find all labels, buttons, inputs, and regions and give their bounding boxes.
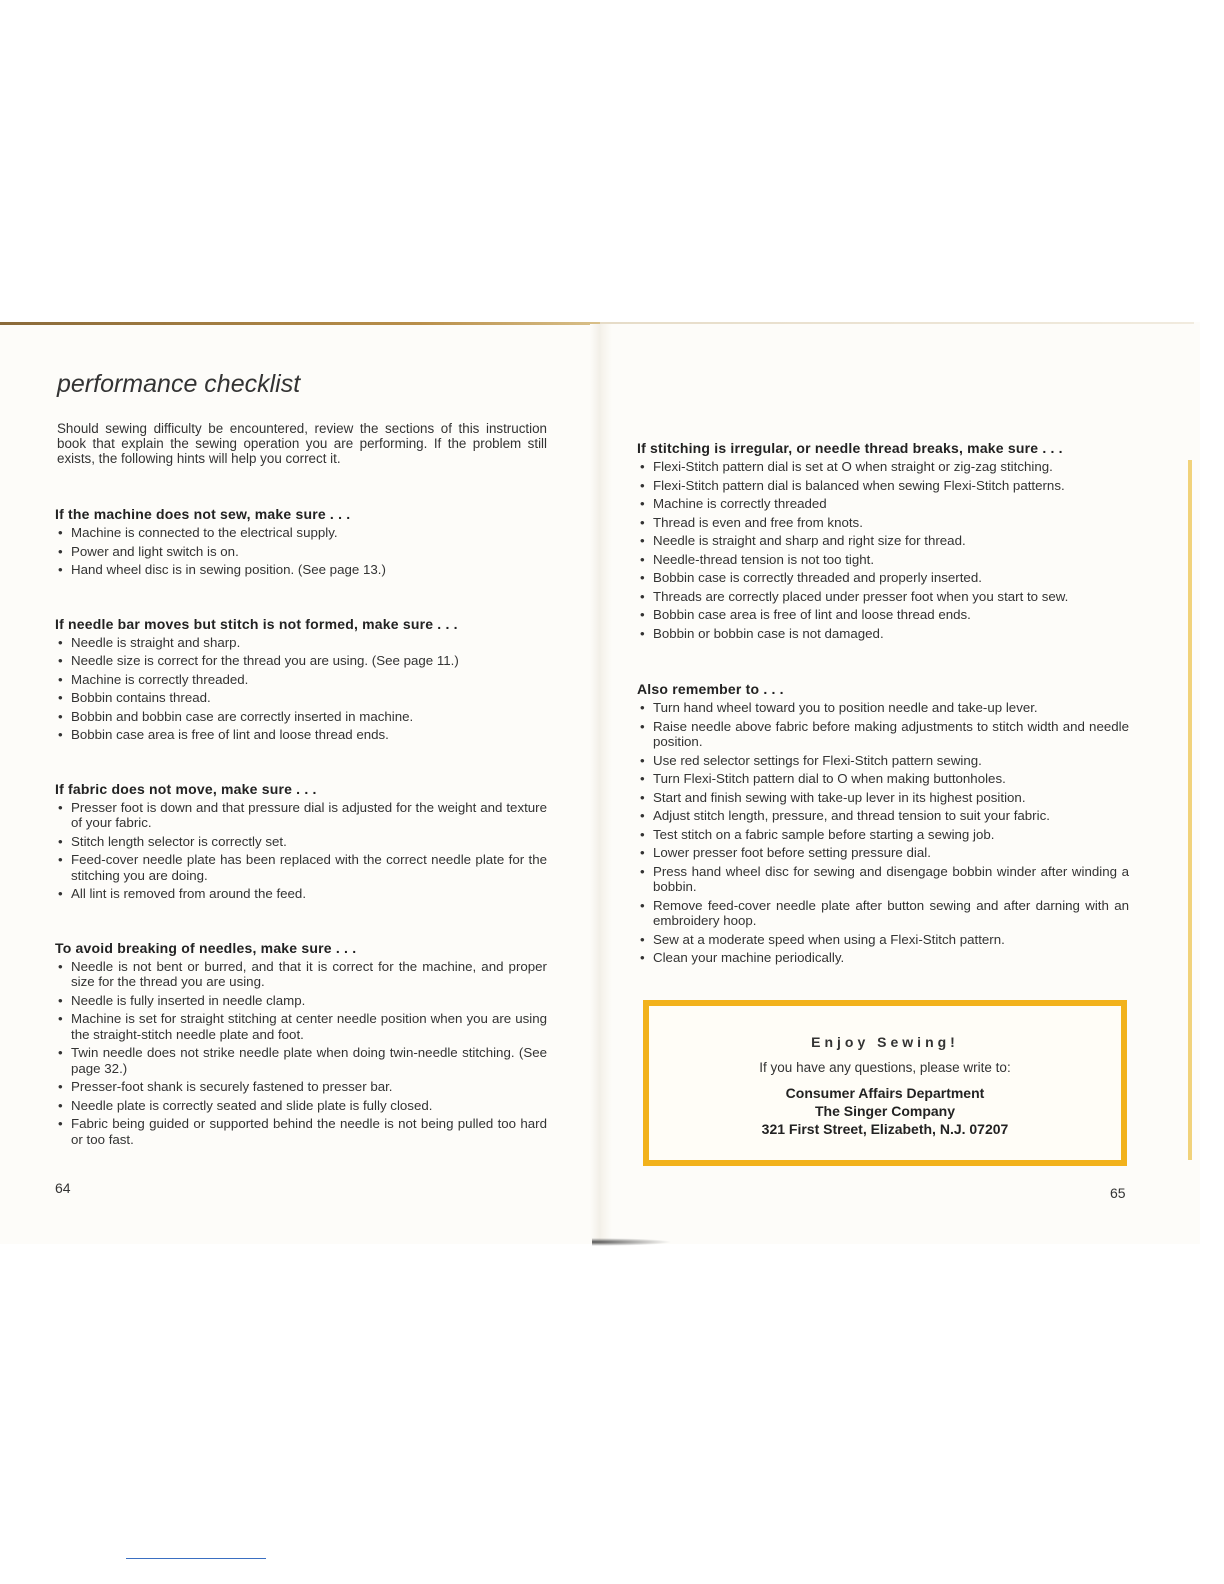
list-item: • Presser-foot shank is securely fastened to presser bar. <box>55 1079 547 1095</box>
page-edge <box>1188 460 1192 1160</box>
page-number-left: 64 <box>55 1180 71 1196</box>
top-rule <box>0 322 600 325</box>
list-item: • Turn Flexi-Stitch pattern dial to O when making buttonholes. <box>637 771 1129 787</box>
section-breaking-needles <box>55 940 547 1148</box>
section-heading: If fabric does not move, make sure . . . <box>55 780 317 797</box>
list-item: • Thread is even and free from knots. <box>637 515 1129 531</box>
list-item: • Lower presser foot before setting pressure dial. <box>637 845 1129 861</box>
list-item: • Flexi-Stitch pattern dial is balanced when sewing Flexi-Stitch patterns. <box>637 478 1129 494</box>
list-item: • All lint is removed from around the feed. <box>55 886 547 902</box>
list-item: • Needle is straight and sharp and right size for thread. <box>637 533 1129 549</box>
list-item: • Needle is straight and sharp. <box>55 635 547 651</box>
list-item: • Needle size is correct for the thread you are using. (See page 11.) <box>55 653 547 669</box>
right-page <box>637 440 1129 1004</box>
list-item: • Press hand wheel disc for sewing and disengage bobbin winder after winding a bobbin. <box>637 864 1129 895</box>
list-item: • Fabric being guided or supported behind the needle is not being pulled too hard or too fast. <box>55 1116 547 1147</box>
checklist <box>55 800 547 902</box>
top-rule-right <box>600 322 1194 324</box>
list-item: • Flexi-Stitch pattern dial is set at O when straight or zig-zag stitching. <box>637 459 1129 475</box>
list-item: • Feed-cover needle plate has been replaced with the correct needle plate for the stitching you are doing. <box>55 852 547 883</box>
section-stitch-not-formed <box>55 616 547 743</box>
contact-box <box>643 1000 1127 1166</box>
list-item: • Needle is fully inserted in needle clamp. <box>55 993 547 1009</box>
section-heading: If needle bar moves but stitch is not formed, make sure . . . <box>55 615 458 632</box>
intro-paragraph: Should sewing difficulty be encountered, review the sections of this instruction book that explain the sewing operation you are performing. If the problem still exists, the following hints will help you correct it. <box>57 421 547 466</box>
list-item: • Twin needle does not strike needle plate when doing twin-needle stitching. (See page 32.) <box>55 1045 547 1076</box>
list-item: • Bobbin contains thread. <box>55 690 547 706</box>
list-item: • Test stitch on a fabric sample before starting a sewing job. <box>637 827 1129 843</box>
list-item: • Machine is correctly threaded <box>637 496 1129 512</box>
list-item: • Use red selector settings for Flexi-Stitch pattern sewing. <box>637 753 1129 769</box>
section-also-remember <box>637 681 1129 966</box>
gutter-shadow <box>592 1238 672 1246</box>
contact-company: The Singer Company <box>814 1103 956 1119</box>
contact-prompt: If you have any questions, please write to: <box>759 1060 1011 1075</box>
page-number-right: 65 <box>1110 1185 1126 1201</box>
list-item: • Machine is connected to the electrical supply. <box>55 525 547 541</box>
list-item: • Clean your machine periodically. <box>637 950 1129 966</box>
checklist <box>637 700 1129 966</box>
section-irregular-stitching <box>637 440 1129 641</box>
list-item: • Start and finish sewing with take-up lever in its highest position. <box>637 790 1129 806</box>
list-item: • Needle-thread tension is not too tight. <box>637 552 1129 568</box>
contact-department: Consumer Affairs Department <box>785 1085 985 1101</box>
section-fabric-not-move <box>55 781 547 902</box>
list-item: • Raise needle above fabric before making adjustments to stitch width and needle position. <box>637 719 1129 750</box>
contact-address: 321 First Street, Elizabeth, N.J. 07207 <box>761 1121 1009 1137</box>
checklist <box>55 959 547 1148</box>
checklist <box>55 635 547 743</box>
left-page <box>55 370 547 1185</box>
book-gutter <box>590 324 612 1244</box>
checklist <box>637 459 1129 641</box>
list-item: • Sew at a moderate speed when using a Flexi-Stitch pattern. <box>637 932 1129 948</box>
list-item: • Bobbin case area is free of lint and loose thread ends. <box>637 607 1129 623</box>
list-item: • Adjust stitch length, pressure, and thread tension to suit your fabric. <box>637 808 1129 824</box>
section-heading: If the machine does not sew, make sure . . . <box>55 506 351 522</box>
list-item: • Turn hand wheel toward you to position needle and take-up lever. <box>637 700 1129 716</box>
list-item: • Bobbin case area is free of lint and loose thread ends. <box>55 727 547 743</box>
list-item: • Stitch length selector is correctly set. <box>55 834 547 850</box>
section-machine-not-sew <box>55 506 547 578</box>
scan-line <box>126 1558 266 1559</box>
list-item: • Hand wheel disc is in sewing position. (See page 13.) <box>55 562 547 578</box>
section-heading: To avoid breaking of needles, make sure . . . <box>55 939 357 956</box>
list-item: • Machine is set for straight stitching at center needle position when you are using the straight-stitch needle plate and foot. <box>55 1011 547 1042</box>
list-item: • Machine is correctly threaded. <box>55 672 547 688</box>
list-item: • Power and light switch is on. <box>55 544 547 560</box>
section-heading: Also remember to . . . <box>637 681 784 697</box>
list-item: • Remove feed-cover needle plate after button sewing and after darning with an embroidery hoop. <box>637 898 1129 929</box>
list-item: • Threads are correctly placed under presser foot when you start to sew. <box>637 589 1129 605</box>
list-item: • Bobbin or bobbin case is not damaged. <box>637 626 1129 642</box>
enjoy-sewing-heading: Enjoy Sewing! <box>811 1034 959 1050</box>
page-title: performance checklist <box>57 370 301 398</box>
list-item: • Needle is not bent or burred, and that it is correct for the machine, and proper size for the thread you are using. <box>55 959 547 990</box>
checklist <box>55 525 547 578</box>
list-item: • Needle plate is correctly seated and slide plate is fully closed. <box>55 1098 547 1114</box>
list-item: • Presser foot is down and that pressure dial is adjusted for the weight and texture of your fabric. <box>55 800 547 831</box>
section-heading: If stitching is irregular, or needle thread breaks, make sure . . . <box>637 440 1063 456</box>
list-item: • Bobbin case is correctly threaded and properly inserted. <box>637 570 1129 586</box>
list-item: • Bobbin and bobbin case are correctly inserted in machine. <box>55 709 547 725</box>
